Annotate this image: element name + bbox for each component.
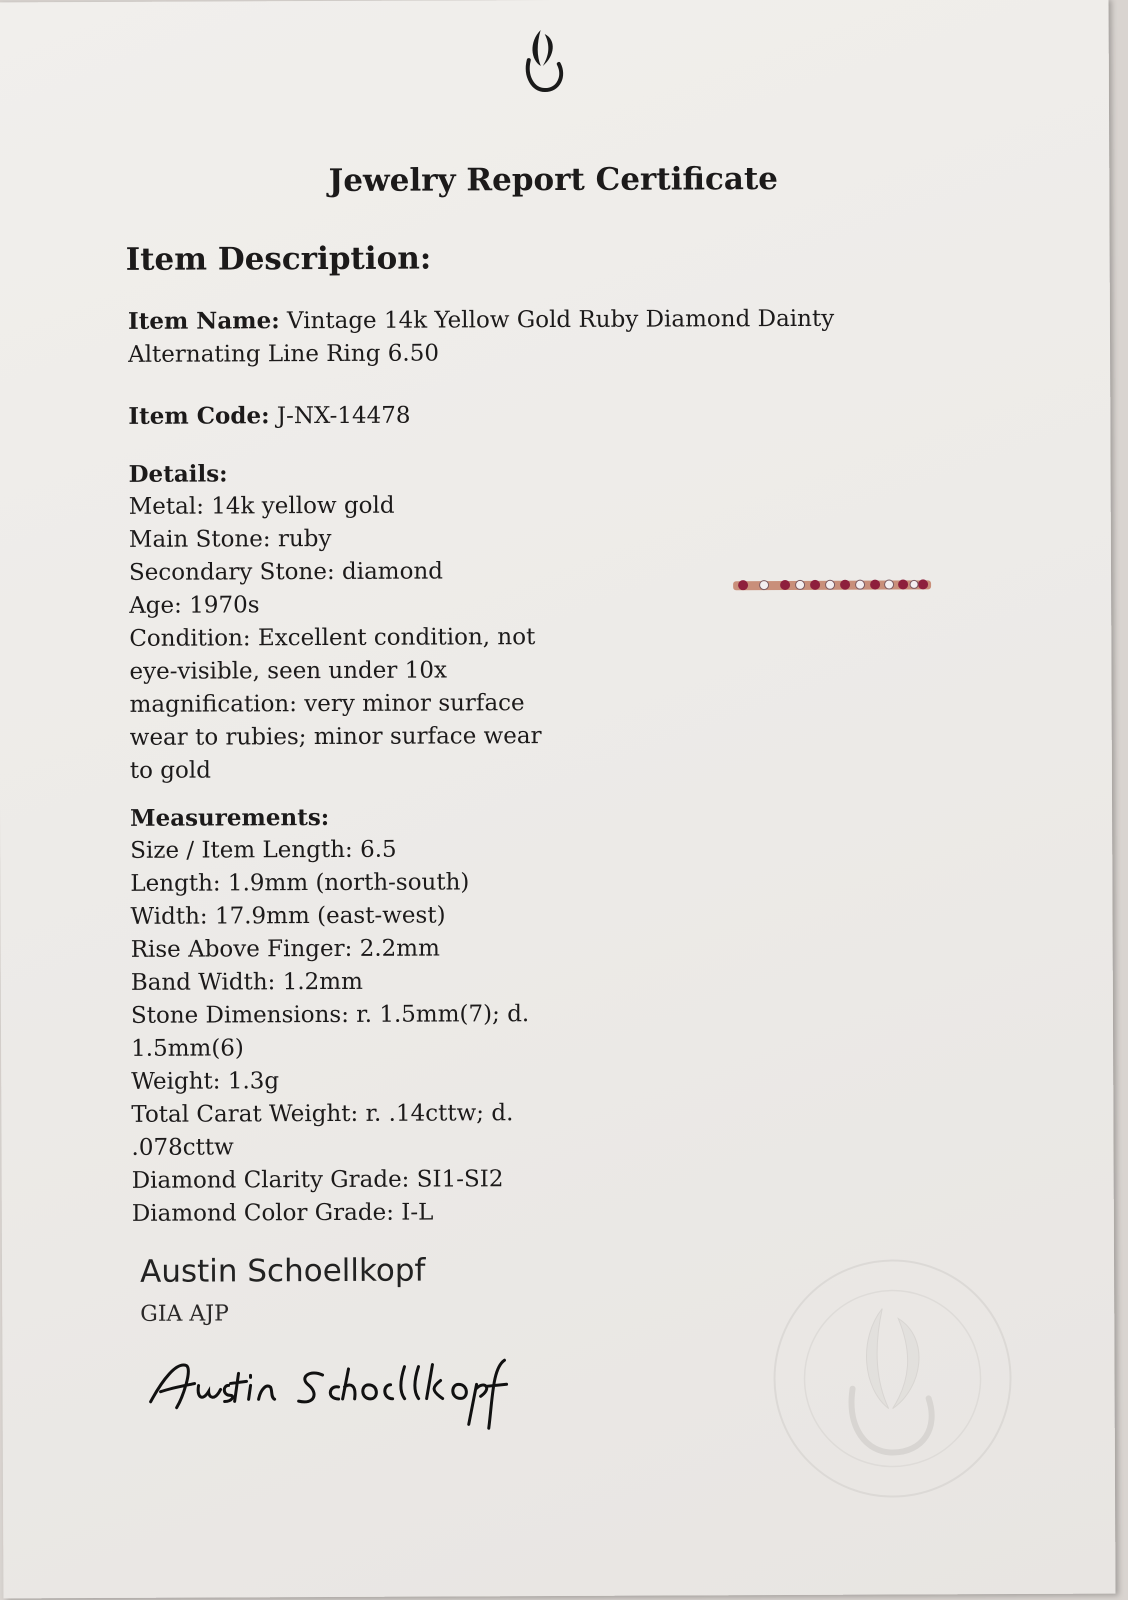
- details-metal: Metal: 14k yellow gold: [128, 492, 395, 520]
- details-main-stone: Main Stone: ruby: [128, 525, 332, 553]
- measurement-clarity: Diamond Clarity Grade: SI1-SI2: [131, 1166, 504, 1194]
- measurement-carat-weight: Total Carat Weight: r. .14cttw; d. .078cttw: [131, 1100, 514, 1161]
- embossed-seal-icon: [762, 1248, 1023, 1509]
- measurement-length: Length: 1.9mm (north-south): [130, 869, 470, 897]
- measurement-weight: Weight: 1.3g: [131, 1068, 280, 1095]
- certificate-title: Jewelry Report Certificate: [328, 161, 779, 199]
- leaf-drop-logo-icon: [519, 26, 569, 96]
- details-heading: Details:: [128, 460, 228, 488]
- item-code-value: J-NX-14478: [276, 402, 411, 430]
- ruby-diamond-ring-image: [733, 572, 933, 597]
- measurement-rise: Rise Above Finger: 2.2mm: [130, 935, 440, 963]
- item-name-label: Item Name:: [127, 307, 280, 335]
- appraiser-credential: GIA AJP: [140, 1301, 229, 1327]
- item-description-heading: Item Description:: [125, 240, 432, 278]
- handwritten-signature: [142, 1338, 532, 1440]
- measurement-stone-dimensions: Stone Dimensions: r. 1.5mm(7); d. 1.5mm(6): [130, 1001, 530, 1062]
- measurement-width: Width: 17.9mm (east-west): [130, 902, 446, 930]
- measurement-band-width: Band Width: 1.2mm: [130, 968, 363, 996]
- item-name-value: Vintage 14k Yellow Gold Ruby Diamond Dainty Alternating Line Ring 6.50: [128, 305, 835, 368]
- measurements-heading: Measurements:: [130, 803, 330, 832]
- measurements-block: [130, 800, 552, 1231]
- details-secondary-stone: Secondary Stone: diamond: [128, 558, 444, 586]
- details-age: Age: 1970s: [129, 592, 260, 619]
- details-condition: Condition: Excellent condition, not eye-visible, seen under 10x magnification: very minor surface wear to rubies; minor surface wear to gold: [129, 624, 542, 784]
- item-code-label: Item Code:: [128, 402, 270, 430]
- item-code: [128, 399, 410, 434]
- measurement-color: Diamond Color Grade: I-L: [131, 1199, 434, 1227]
- measurement-size: Size / Item Length: 6.5: [130, 836, 397, 864]
- item-name: [128, 301, 958, 372]
- appraiser-name: Austin Schoellkopf: [139, 1252, 426, 1290]
- details-block: [129, 456, 570, 788]
